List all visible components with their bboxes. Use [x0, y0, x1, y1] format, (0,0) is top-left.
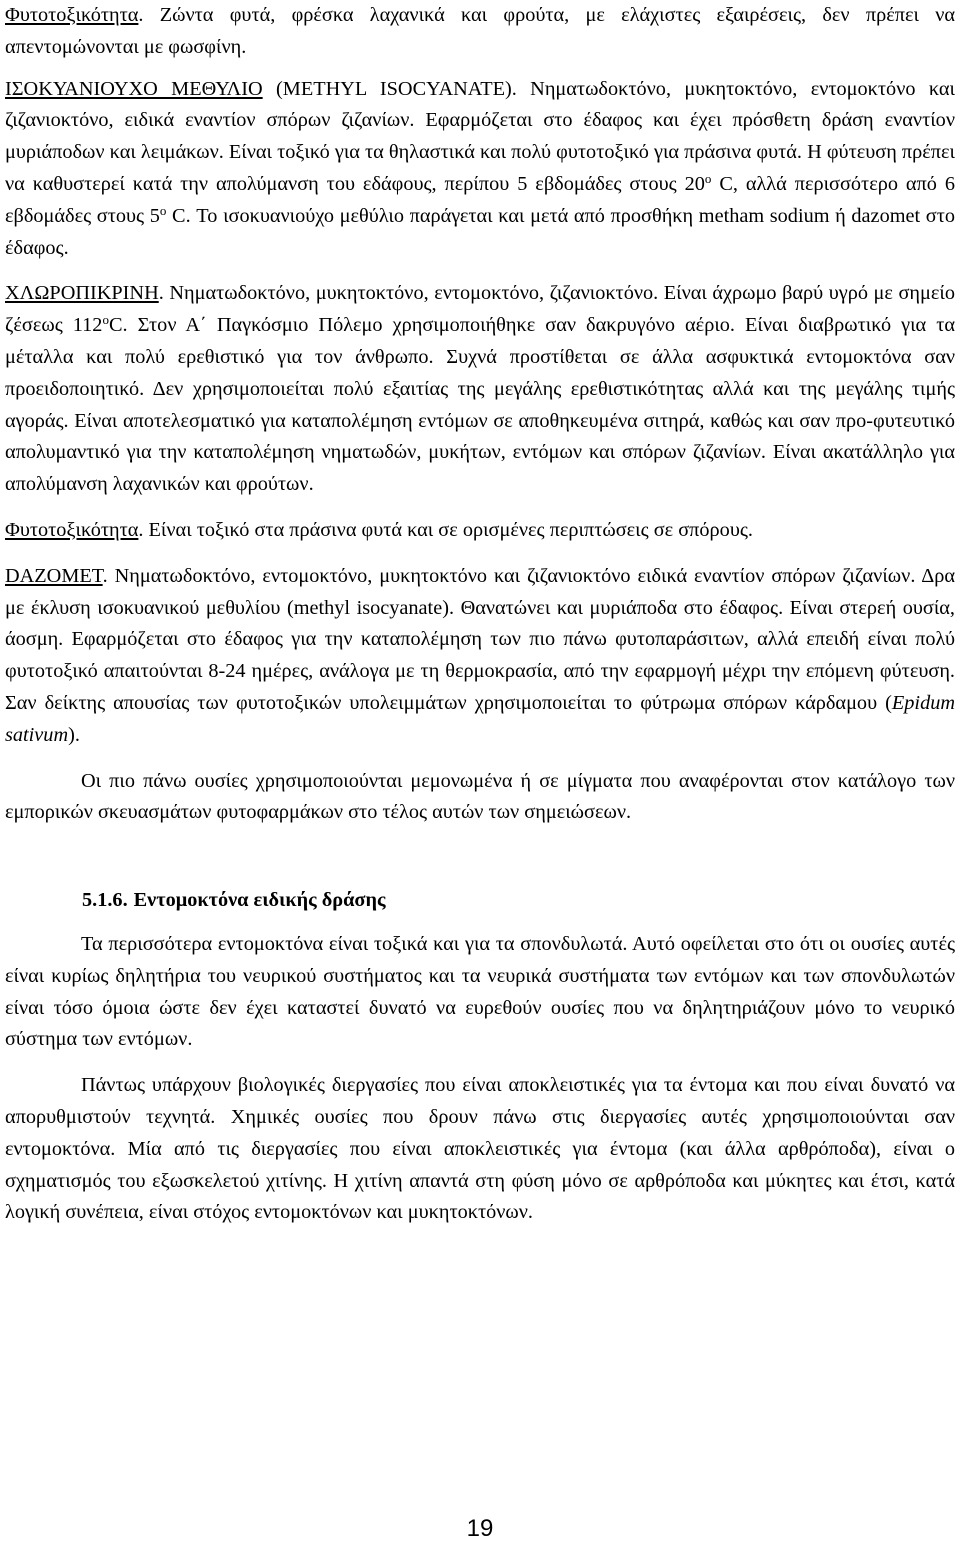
- paragraph-biological-processes: Πάντως υπάρχουν βιολογικές διεργασίες που είναι αποκλειστικές για τα έντομα και που είναι δυνατό να απορυθμιστούν τεχνητά. Χημικές ουσίες που δρουν πάνω στις διεργασίες αυτές χρησιμοποιούνται σαν εντομοκτόνα. Μία από τις διεργασίες που είναι αποκλειστικές για έντομα (και άλλα αρθρόποδα), είναι ο σχηματισμός του εξωσκελετού χιτίνης. Η χιτίνη απαντά στη φύση μόνο σε αρθρόποδα και μύκητες και έτσι, κατά λογική συνέπεια, είναι στόχος εντομοκτόνων και μυκητοκτόνων.: [5, 1074, 955, 1224]
- paragraph-text: (METHYL ISOCYANATE). Νηματωδοκτόνο, μυκητοκτόνο, εντομοκτόνο και ζιζανιοκτόνο, ειδικά εναντίον σπόρων ζιζανίων. Εφαρμόζεται στο έδαφος και έχει πρόσθετη δράση εναντίον μυριάποδων και λειμάκων. Είναι τοξικό για τα θηλαστικά και πολύ φυτοτοξικό για πράσινα φυτά. Η φύτευση πρέπει να καθυστερεί κατά την απολύμανση του εδάφους, περίπου 5 εβδομάδες στους 20: [5, 77, 956, 195]
- paragraph-chloropicrin-phytotoxicity: [5, 515, 955, 547]
- page-number: 19: [466, 1515, 494, 1542]
- paragraph-text: C. Το ισοκυανιούχο μεθύλιο παράγεται και μετά από προσθήκη metham sodium ή dazomet στο έδαφος.: [5, 204, 955, 259]
- paragraph-text: . Νηματωδοκτόνο, εντομοκτόνο, μυκητοκτόνο και ζιζανιοκτόνο ειδικά εναντίον σπόρων ζιζανίων. Δρα με έκλυση ισοκυανικού μεθυλίου (methyl isocyanate). Θανατώνει και μυριάποδα στο έδαφος. Είναι στερεή ουσία, άοσμη. Εφαρμόζεται στο έδαφος για την καταπολέμηση των πιο πάνω φυτοπαράσιτων, αλλά επειδή είναι πολύ φυτοτοξικό απαιτούνται 8-24 ημέρες, ανάλογα με τη θερμοκρασία, από την εφαρμογή μέχρι την επόμενη φύτευση. Σαν δείκτης απουσίας των φυτοτοξικών υπολειμμάτων χρησιμοποιείται το φύτρωμα σπόρων κάρδαμου (: [5, 564, 955, 714]
- paragraph-text: . Νηματωδοκτόνο, μυκητοκτόνο, εντομοκτόνο, ζιζανιοκτόνο. Είναι άχρωμο βαρύ υγρό με σημείο ζέσεως 112: [5, 282, 955, 337]
- section-title: Εντομοκτόνα ειδικής δράσης: [133, 889, 386, 912]
- paragraph-methyl-isocyanate: [5, 74, 955, 265]
- document-page: [5, 0, 955, 1229]
- paragraph-text: C. Στον Α΄ Παγκόσμιο Πόλεμο χρησιμοποιήθηκε σαν δακρυγόνο αέριο. Είναι διαβρωτικό για τα μέταλλα και πολύ ερεθιστικό για τον άνθρωπο. Συχνά προστίθεται σε άλλα ασφυκτικά εντομοκτόνα σαν προειδοποιητικό. Δεν χρησιμοποιείται πολύ εξαιτίας της μεγάλης ερεθιστικότητας αλλά και της μεγάλης τιμής αγοράς. Είναι αποτελεσματικό για καταπολέμηση εντόμων σε αποθηκευμένα σιτηρά, καθώς και σαν προ-φυτευτικό απολυμαντικό για την καταπολέμηση νηματωδών, μυκήτων, εντόμων και σπόρων ζιζανίων. Είναι ακατάλληλο για απολύμανση λαχανικών και φρούτων.: [5, 314, 955, 496]
- paragraph-text: . Ζώντα φυτά, φρέσκα λαχανικά και φρούτα, με ελάχιστες εξαιρέσεις, δεν πρέπει να απεντομώνονται με φωσφίνη.: [5, 4, 955, 58]
- paragraph-chloropicrin: [5, 278, 955, 501]
- degree-superscript: o: [159, 202, 167, 218]
- paragraph-summary: Οι πιο πάνω ουσίες χρησιμοποιούνται μεμονωμένα ή σε μίγματα που αναφέρονται στον κατάλογο των εμπορικών σκευασμάτων φυτοφαρμάκων στο τέλος αυτών των σημειώσεων.: [5, 769, 955, 824]
- paragraph-text: C, αλλά περισσότερο από 6 εβδομάδες στους 5: [5, 172, 955, 227]
- species-name: Epidum sativum: [5, 691, 955, 746]
- term-phytotoxicity: Φυτοτοξικότητα: [5, 518, 139, 541]
- degree-superscript: o: [704, 170, 712, 186]
- term-chloropicrin: ΧΛΩΡΟΠΙΚΡΙΝΗ: [5, 282, 159, 305]
- paragraph-dazomet: [5, 561, 955, 752]
- paragraph-text: ).: [68, 723, 80, 746]
- degree-superscript: o: [102, 312, 109, 328]
- term-dazomet: DAZOMET: [5, 564, 103, 587]
- term-methyl-isocyanate: ΙΣΟΚΥΑΝΙΟΥΧΟ ΜΕΘΥΛΙΟ: [5, 77, 263, 100]
- section-number: 5.1.6.: [82, 889, 128, 912]
- section-heading: [5, 885, 955, 917]
- paragraph-phosphine-phytotoxicity: [5, 0, 955, 64]
- paragraph-insecticide-toxicity: Τα περισσότερα εντομοκτόνα είναι τοξικά και για τα σπονδυλωτά. Αυτό οφείλεται στο ότι οι ουσίες αυτές είναι κυρίως δηλητήρια του νευρικού συστήματος και τα νευρικά συστήματα των εντόμων και των σπονδυλωτών είναι τόσο όμοια ώστε δεν έχει καταστεί δυνατό να ευρεθούν ουσίες που να δηλητηριάζουν μόνο το νευρικό σύστημα των εντόμων.: [5, 932, 955, 1051]
- term-phytotoxicity: Φυτοτοξικότητα: [5, 4, 139, 26]
- paragraph-text: . Είναι τοξικό στα πράσινα φυτά και σε ορισμένες περιπτώσεις σε σπόρους.: [138, 518, 753, 541]
